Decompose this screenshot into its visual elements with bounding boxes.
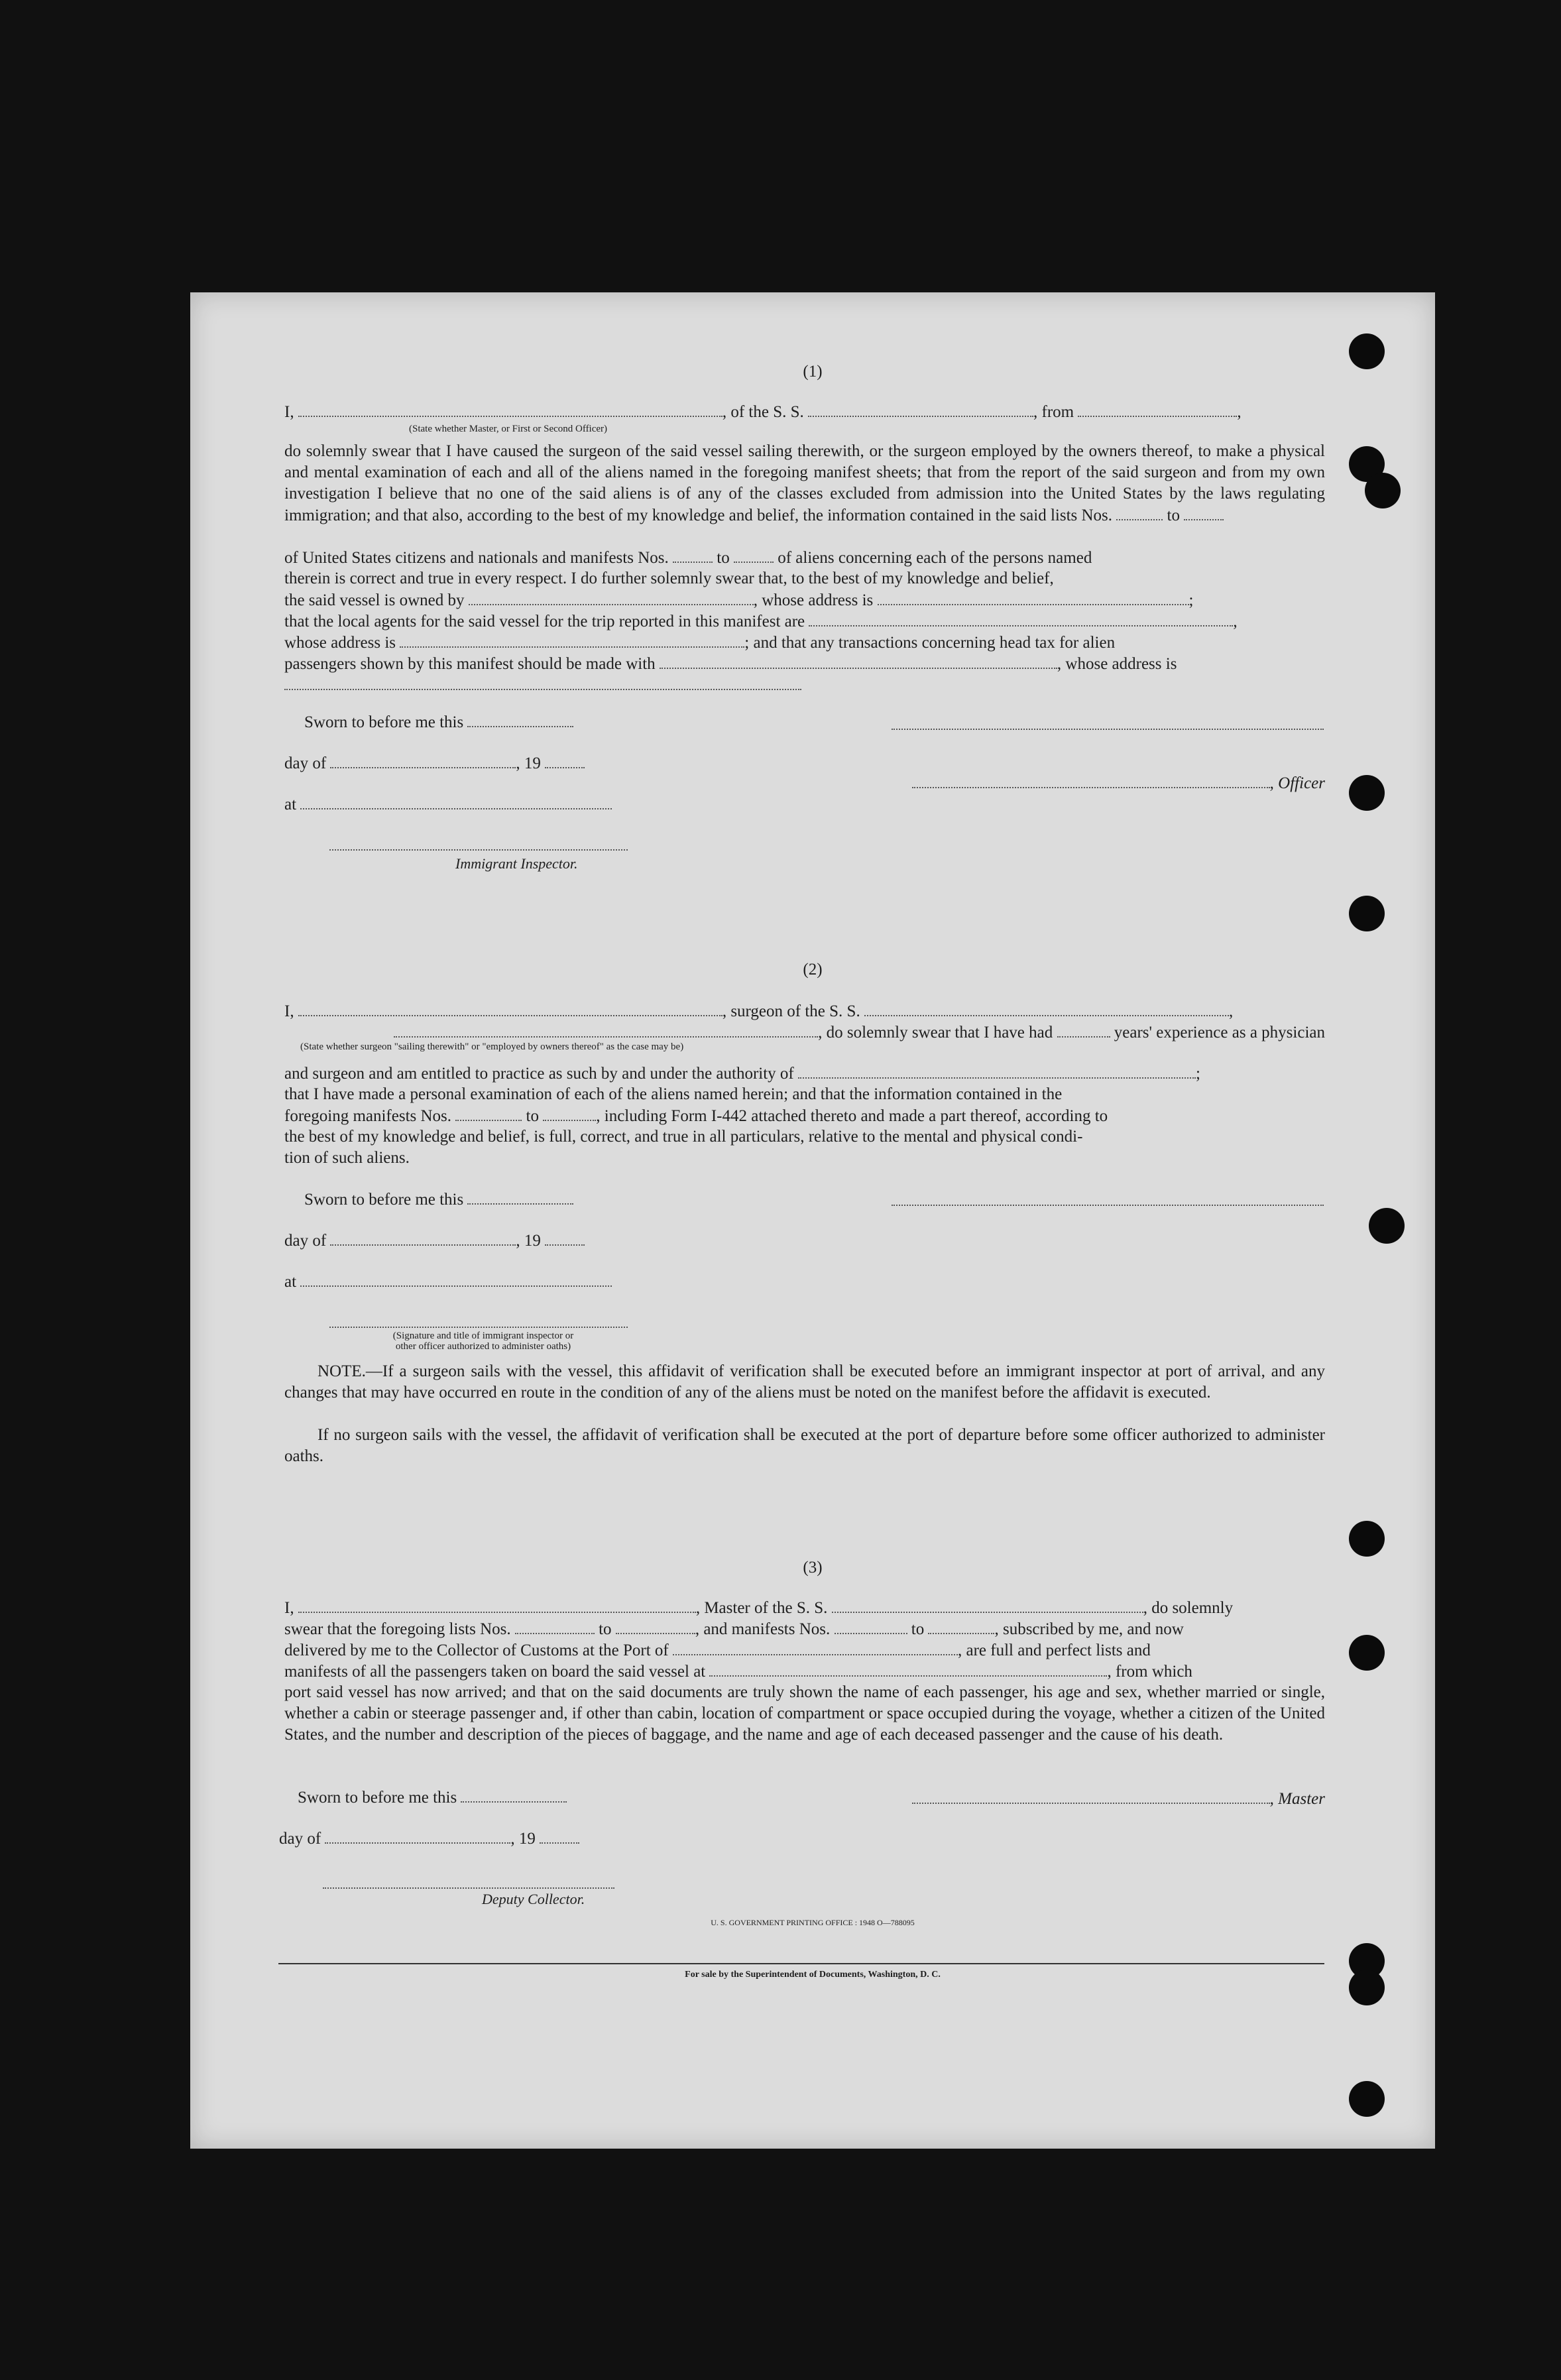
section-2-line-2: , do solemnly swear that I have had years' experience as a physician	[284, 1022, 1325, 1043]
section-1-at: at	[284, 794, 682, 815]
authorized-officer-signature-line	[329, 1325, 628, 1328]
section-1-line-therein: therein is correct and true in every respect. I do further solemnly swear that, to the best of my knowledge and belief,	[284, 569, 1054, 587]
punch-hole	[1369, 1208, 1405, 1244]
section-2-line-1: I, , surgeon of the S. S. ,	[284, 1000, 1325, 1022]
section-1-line-citizens: of United States citizens and nationals and manifests Nos. to of aliens concerning each of the persons named	[284, 547, 1325, 569]
section-1-paragraph: do solemnly swear that I have caused the surgeon of the said vessel sailing therewith, or the surgeon employed by the owners thereof, to make a physical and mental examination of each and all of the aliens named in the foregoing manifest sheets; that from the report of the said surgeon and from my own investigation I believe that no one of the said aliens is of any of the classes excluded from admission into the United States by the laws regulating immigration; and that also, according to the best of my knowledge and belief, the information contained in the said lists Nos. to	[284, 442, 1325, 524]
officer-signature-line	[892, 727, 1324, 730]
section-1-number: (1)	[803, 363, 823, 381]
section-3-line-1: I, , Master of the S. S. , do solemnly	[284, 1597, 1325, 1619]
punch-hole	[1365, 473, 1401, 508]
section-2-line-3: and surgeon and am entitled to practice as such by and under the authority of ;	[284, 1063, 1325, 1085]
punch-hole	[1349, 1521, 1385, 1557]
punch-hole	[1349, 2081, 1385, 2117]
section-2-line-6: the best of my knowledge and belief, is full, correct, and true in all particulars, relative to the mental and physical condi-	[284, 1128, 1083, 1146]
section-1-sworn: Sworn to before me this	[304, 711, 636, 733]
manifest-back-page	[190, 292, 1435, 2149]
officer-note: (State whether Master, or First or Second Officer)	[409, 424, 608, 434]
section-3-day: day of , 19	[279, 1828, 677, 1850]
sale-notice: For sale by the Superintendent of Documents, Washington, D. C.	[685, 1970, 941, 1980]
signature-note-1: (Signature and title of immigrant inspector or	[392, 1331, 574, 1341]
officer-line: , Officer	[892, 772, 1325, 794]
section-3-paragraph: port said vessel has now arrived; and that on the said documents are truly shown the name of each passenger, his age and sex, whether married or single, whether a cabin or steerage passenger and, if other than cabin, location of compartment or space occupied during the voyage, whether a citizen of the United States, and the number and description of the pieces of baggage, and the name and age of each deceased passenger and the cause of his death.	[284, 1683, 1325, 1744]
master-line: , Master	[886, 1788, 1325, 1810]
section-2-sworn: Sworn to before me this	[304, 1189, 636, 1211]
section-3-line-3: delivered by me to the Collector of Customs at the Port of , are full and perfect lists and	[284, 1639, 1325, 1661]
section-1-line-passengers: passengers shown by this manifest should be made with , whose address is	[284, 653, 1325, 675]
section-1-day: day of , 19	[284, 752, 682, 774]
deputy-collector-label: Deputy Collector.	[482, 1891, 585, 1907]
surgeon-note: (State whether surgeon "sailing therewith" or "employed by owners thereof" as the case may be)	[300, 1041, 684, 1052]
punch-hole	[1349, 1635, 1385, 1671]
section-1-line-whose: whose address is ; and that any transactions concerning head tax for alien	[284, 632, 1325, 654]
section-2-line-4: that I have made a personal examination of each of the aliens named herein; and that the information contained in the	[284, 1085, 1063, 1103]
inspector-signature-line	[329, 848, 628, 851]
section-1-line-agents: that the local agents for the said vessel for the trip reported in this manifest are ,	[284, 611, 1325, 632]
surgeon-signature-line	[892, 1203, 1324, 1206]
section-2-line-5: foregoing manifests Nos. to , including Form I-442 attached thereto and made a part thereof, according to	[284, 1105, 1325, 1127]
section-3-line-2: swear that the foregoing lists Nos. to , and manifests Nos. to , subscribed by me, and now	[284, 1618, 1325, 1640]
section-3-sworn: Sworn to before me this	[298, 1787, 629, 1809]
section-2-day: day of , 19	[284, 1230, 682, 1252]
punch-hole	[1349, 896, 1385, 931]
section-2-at: at	[284, 1271, 682, 1293]
surgeon-note-paragraph: NOTE.—If a surgeon sails with the vessel, this affidavit of verification shall be executed before an immigrant inspector at port of arrival, and any changes that may have occurred en route in the condition of any of the aliens must be noted on the manifest before the affidavit is executed.	[284, 1362, 1325, 1401]
signature-note-2: other officer authorized to administer oaths)	[395, 1341, 571, 1352]
section-2-number: (2)	[803, 961, 823, 979]
punch-hole	[1349, 775, 1385, 811]
no-surgeon-paragraph: If no surgeon sails with the vessel, the affidavit of verification shall be executed at the port of departure before some officer authorized to administer oaths.	[284, 1426, 1325, 1465]
section-1-line-owned: the said vessel is owned by , whose address is ;	[284, 589, 1325, 611]
section-3-line-4: manifests of all the passengers taken on board the said vessel at , from which	[284, 1661, 1325, 1683]
section-1-line-1: I, , of the S. S. , from ,	[284, 401, 1325, 423]
footer-rule	[278, 1963, 1324, 1964]
section-2-line-7: tion of such aliens.	[284, 1149, 410, 1167]
immigrant-inspector-label: Immigrant Inspector.	[455, 855, 578, 872]
address-continuation-line	[284, 687, 801, 690]
section-3-number: (3)	[803, 1559, 823, 1577]
gpo-imprint: U. S. GOVERNMENT PRINTING OFFICE : 1948 O—788095	[711, 1918, 915, 1927]
